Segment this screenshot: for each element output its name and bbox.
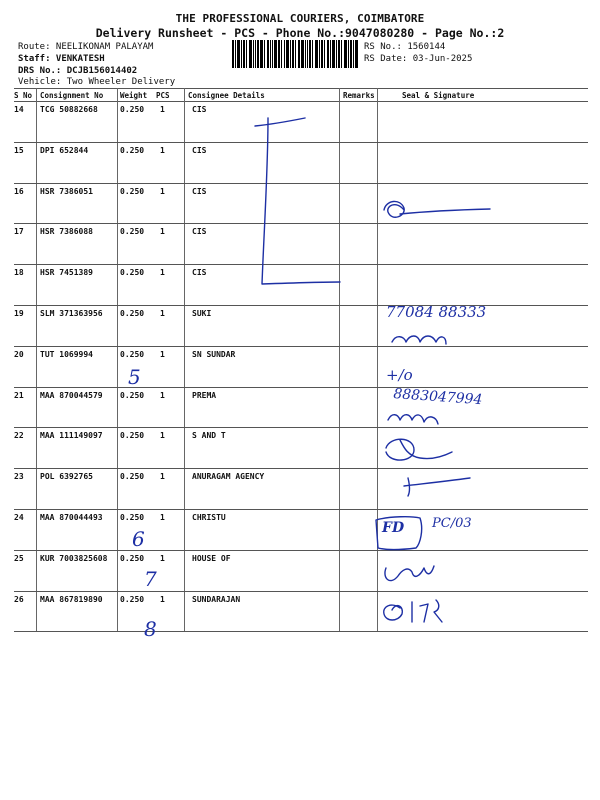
hw-fd: FD	[382, 520, 405, 536]
row-sno: 15	[14, 145, 24, 155]
hw-pc: PC/03	[432, 516, 472, 531]
row-sno: 14	[14, 105, 24, 114]
row-sno: 17	[14, 227, 24, 237]
row-sno: 21	[14, 390, 24, 400]
row-sno: 25	[14, 553, 24, 563]
col-header-weight: Weight	[120, 91, 148, 100]
row-consignee: CIS	[192, 186, 207, 196]
row-consignee: CIS	[192, 227, 207, 237]
row-consignment-no: SLM 371363956	[40, 309, 103, 318]
route-label: Route: NEELIKONAM PALAYAM	[18, 42, 154, 52]
row-weight: 0.250	[120, 227, 145, 237]
row-consignee: S AND T	[192, 431, 226, 441]
row-pcs: 1	[160, 513, 165, 522]
row-sno: 22	[14, 431, 24, 441]
row-consignment-no: MAA 870044493	[40, 513, 103, 522]
row-consignment-no: MAA 867819890	[40, 594, 103, 604]
hw-phone-row19: 77084 88333	[386, 303, 487, 321]
row-pcs: 1	[160, 390, 165, 400]
row-consignment-no: TUT 1069994	[40, 349, 93, 359]
row-pcs: 1	[160, 309, 165, 318]
rs-date: RS Date: 03-Jun-2025	[364, 54, 473, 64]
table-row-rule	[14, 509, 588, 510]
row-weight: 0.250	[120, 472, 145, 482]
table-row-rule	[14, 142, 588, 143]
row-sno: 16	[14, 186, 24, 196]
row-sno: 20	[14, 349, 24, 359]
table-row-rule	[14, 223, 588, 224]
hw-note-row21: +/o	[386, 366, 413, 384]
row-weight: 0.250	[120, 268, 145, 278]
table-top-rule	[14, 88, 588, 89]
company-title: THE PROFESSIONAL COURIERS, COIMBATORE	[175, 12, 425, 25]
signature-row19	[392, 336, 446, 344]
col-header-sno: S No	[14, 91, 33, 100]
hw-phone-row21: 8883047994	[392, 386, 483, 409]
col-header-consignee: Consignee Details	[188, 91, 265, 100]
row-consignment-no: HSR 7451389	[40, 268, 93, 278]
row-pcs: 1	[160, 472, 165, 482]
barcode-image	[232, 40, 358, 68]
row-weight: 0.250	[120, 309, 145, 318]
row-pcs: 1	[160, 594, 165, 604]
row-consignment-no: HSR 7386088	[40, 227, 93, 237]
row-weight: 0.250	[120, 186, 145, 196]
row-weight: 0.250	[120, 594, 145, 604]
table-row-rule	[14, 183, 588, 184]
row-weight: 0.250	[120, 145, 145, 155]
row-weight: 0.250	[120, 349, 145, 359]
staff-label: Staff: VENKATESH	[18, 54, 105, 64]
row-consignment-no: TCG 50882668	[40, 105, 98, 114]
row-pcs: 1	[160, 227, 165, 237]
row-consignee: PREMA	[192, 390, 217, 400]
signature-row23	[404, 478, 470, 496]
table-row-rule	[14, 591, 588, 592]
row-weight: 0.250	[120, 431, 145, 441]
row-consignee: CHRISTU	[192, 513, 226, 522]
table-row-rule	[14, 427, 588, 428]
col-header-pcs: PCS	[156, 91, 170, 100]
row-pcs: 1	[160, 186, 165, 196]
table-row-rule	[14, 264, 588, 265]
row-pcs: 1	[160, 145, 165, 155]
drs-number: DRS No.: DCJB156014402	[18, 66, 138, 76]
hw-digit-row25: 7	[144, 567, 157, 591]
row-consignee: SUNDARAJAN	[192, 594, 241, 604]
col-header-seal: Seal & Signature	[402, 91, 475, 100]
handwritten-bracket	[255, 118, 340, 284]
row-sno: 19	[14, 309, 24, 318]
runsheet-subtitle: Delivery Runsheet - PCS - Phone No.:9047080280 - Page No.:2	[95, 26, 505, 40]
table-row-rule	[14, 305, 588, 306]
row-sno: 18	[14, 268, 24, 278]
row-consignee: SUKI	[192, 309, 212, 318]
row-weight: 0.250	[120, 105, 145, 114]
row-sno: 26	[14, 594, 24, 604]
table-row-rule	[14, 387, 588, 388]
table-header-rule	[14, 101, 588, 102]
row-sno: 23	[14, 472, 24, 482]
row-weight: 0.250	[120, 513, 145, 522]
vehicle-label: Vehicle: Two Wheeler Delivery	[18, 77, 176, 87]
table-row-rule	[14, 631, 588, 632]
row-pcs: 1	[160, 431, 165, 441]
signature-row22	[386, 439, 452, 460]
row-pcs: 1	[160, 105, 165, 114]
table-row-rule	[14, 550, 588, 551]
row-consignee: SN SUNDAR	[192, 349, 236, 359]
row-consignment-no: KUR 7003825608	[40, 553, 108, 563]
row-consignment-no: MAA 111149097	[40, 431, 103, 441]
signature-row25	[385, 566, 434, 581]
row-weight: 0.250	[120, 390, 145, 400]
row-consignee: HOUSE OF	[192, 553, 231, 563]
row-weight: 0.250	[120, 553, 145, 563]
table-row-rule	[14, 346, 588, 347]
hw-digit-row24: 6	[132, 527, 145, 551]
row-pcs: 1	[160, 553, 165, 563]
signature-row16	[384, 201, 490, 217]
signature-row26	[384, 600, 442, 622]
row-pcs: 1	[160, 349, 165, 359]
row-consignee: CIS	[192, 145, 207, 155]
row-consignment-no: MAA 870044579	[40, 390, 103, 400]
hw-digit-row26: 8	[144, 617, 157, 641]
signature-row21	[388, 415, 438, 424]
col-header-remarks: Remarks	[343, 91, 375, 100]
row-consignee: CIS	[192, 105, 207, 114]
row-consignment-no: POL 6392765	[40, 472, 93, 482]
row-consignment-no: HSR 7386051	[40, 186, 93, 196]
rs-number: RS No.: 1560144	[364, 42, 446, 52]
hw-digit-row20: 5	[128, 365, 141, 389]
row-sno: 24	[14, 513, 24, 522]
table-row-rule	[14, 468, 588, 469]
row-pcs: 1	[160, 268, 165, 278]
row-consignment-no: DPI 652844	[40, 145, 89, 155]
row-consignee: CIS	[192, 268, 207, 278]
col-header-consignment: Consignment No	[40, 91, 104, 100]
row-consignee: ANURAGAM AGENCY	[192, 472, 265, 482]
